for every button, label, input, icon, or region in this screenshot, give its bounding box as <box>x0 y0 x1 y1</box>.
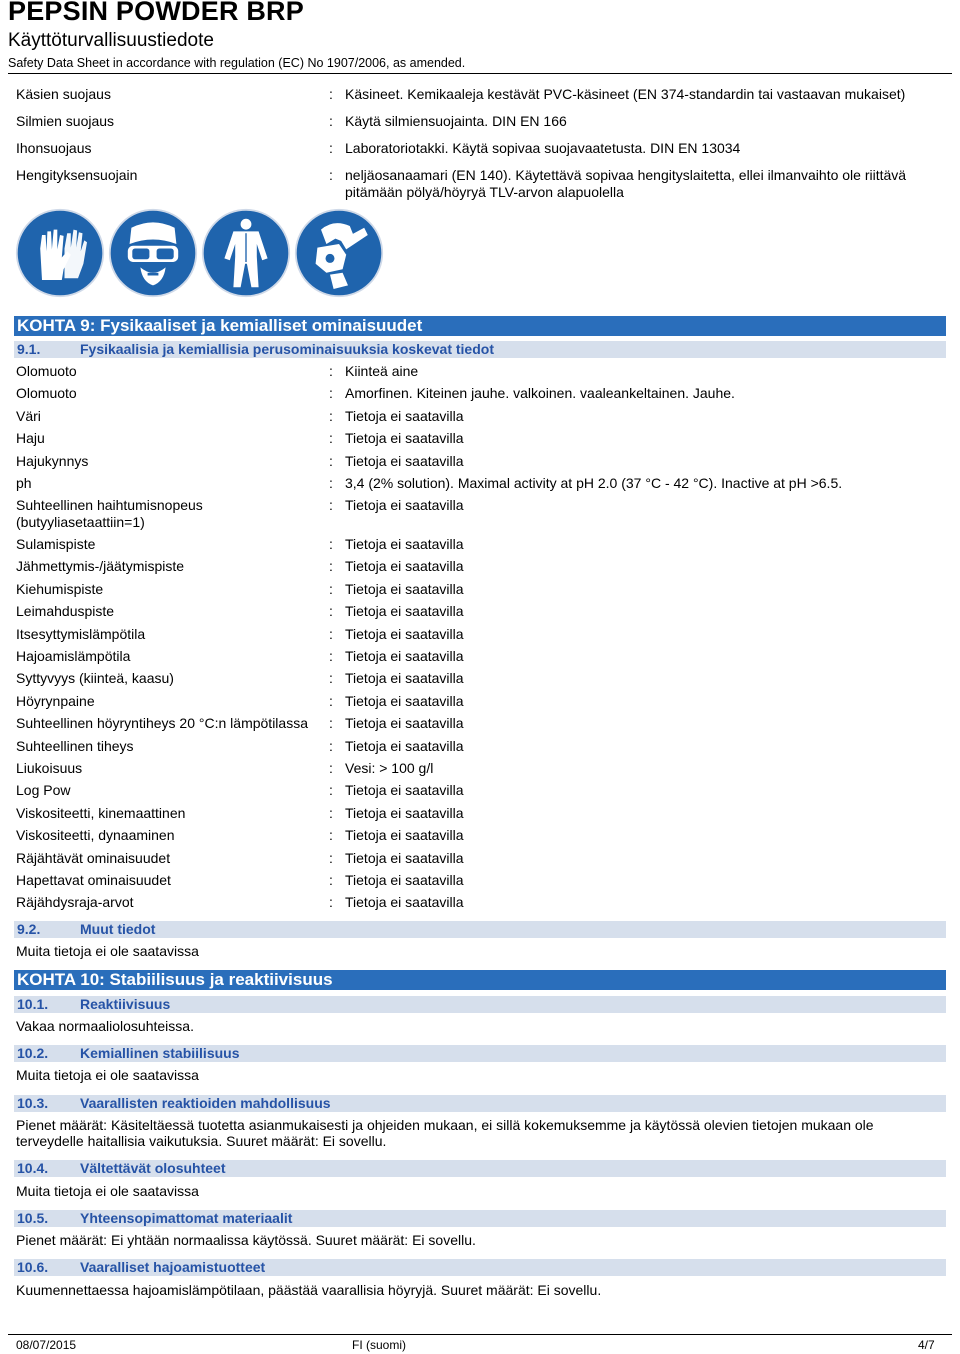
property-label: Leimahduspiste <box>16 603 115 620</box>
property-value: Tietoja ei saatavilla <box>345 737 464 754</box>
property-label: Liukoisuus <box>16 759 83 776</box>
subsection-10-4 <box>14 1160 946 1177</box>
subsection-title: Vaaralliset hajoamistuotteet <box>80 1259 266 1275</box>
subsection-title: Vaarallisten reaktioiden mahdollisuus <box>80 1095 331 1111</box>
property-value: Tietoja ei saatavilla <box>345 715 464 732</box>
subsection-10-6 <box>14 1259 946 1276</box>
property-value: Tietoja ei saatavilla <box>345 452 464 469</box>
property-label: Hajukynnys <box>16 452 89 469</box>
property-value: Tietoja ei saatavilla <box>345 871 464 888</box>
property-value: Tietoja ei saatavilla <box>345 603 464 620</box>
protection-value: Laboratoriotakki. Käytä sopivaa suojavaatetusta. DIN EN 13034 <box>345 140 741 156</box>
subsection-title: Vältettävät olosuhteet <box>80 1160 226 1176</box>
gloves-icon <box>15 208 105 298</box>
property-label: Olomuoto <box>16 363 77 379</box>
protection-label: Silmien suojaus <box>16 113 115 129</box>
property-label: Viskositeetti, kinemaattinen <box>16 804 186 821</box>
protective-suit-icon <box>201 208 291 298</box>
subsection-number: 10.5. <box>17 1210 49 1226</box>
section-10-header: KOHTA 10: Stabiilisuus ja reaktiivisuus <box>14 970 946 990</box>
protection-label: Hengityksensuojain <box>16 167 138 183</box>
property-value: Amorfinen. Kiteinen jauhe. valkoinen. vaaleankeltainen. Jauhe. <box>345 385 735 402</box>
subsection-number: 10.2. <box>17 1045 49 1061</box>
property-value: Tietoja ei saatavilla <box>345 782 464 799</box>
subsection-10-1 <box>14 996 946 1013</box>
property-label: Suhteellinen tiheys <box>16 737 134 754</box>
protection-label: Ihonsuojaus <box>16 140 92 156</box>
property-label: Itsesyttymislämpötila <box>16 625 146 642</box>
subsection-text-cont: terveydelle haitallisia vaikutuksia. Suuret määrät: Ei sovellu. <box>16 1133 387 1149</box>
property-value: Tietoja ei saatavilla <box>345 647 464 664</box>
property-label: Haju <box>16 430 45 447</box>
property-value: 3,4 (2% solution). Maximal activity at pH 2.0 (37 °C - 42 °C). Inactive at pH >6.5. <box>345 475 843 491</box>
property-value: Tietoja ei saatavilla <box>345 804 464 821</box>
property-label: Räjähdysraja-arvot <box>16 894 134 911</box>
subsection-title: Fysikaalisia ja kemiallisia perusominaisuuksia koskevat tiedot <box>80 341 494 357</box>
subsection-number: 10.4. <box>17 1160 49 1176</box>
subsection-number: 9.2. <box>17 921 41 937</box>
subsection-10-3 <box>14 1095 946 1112</box>
subsection-number: 10.3. <box>17 1095 49 1111</box>
subsection-number: 10.6. <box>17 1259 49 1275</box>
respirator-icon <box>294 208 384 298</box>
subsection-title: Reaktiivisuus <box>80 996 171 1012</box>
property-value: Tietoja ei saatavilla <box>345 430 464 447</box>
subsection-title: Yhteensopimattomat materiaalit <box>80 1210 293 1226</box>
property-label: Kiehumispiste <box>16 580 104 597</box>
subsection-text: Muita tietoja ei ole saatavissa <box>16 943 199 959</box>
subsection-title: Kemiallinen stabiilisuus <box>80 1045 240 1061</box>
header-divider <box>8 73 952 74</box>
property-value: Tietoja ei saatavilla <box>345 558 464 575</box>
protection-label: Käsien suojaus <box>16 86 111 102</box>
property-label: Hapettavat ominaisuudet <box>16 871 171 888</box>
property-label: Sulamispiste <box>16 535 96 552</box>
subsection-text: Muita tietoja ei ole saatavissa <box>16 1067 199 1083</box>
protection-value: Käsineet. Kemikaaleja kestävät PVC-käsineet (EN 374-standardin tai vastaavan mukaiset) <box>345 86 906 102</box>
property-value: Tietoja ei saatavilla <box>345 827 464 844</box>
subsection-10-2 <box>14 1045 946 1062</box>
property-label: Olomuoto <box>16 385 77 402</box>
property-value: Vesi: > 100 g/l <box>345 759 434 776</box>
subsection-9-1 <box>14 341 946 358</box>
subsection-title: Muut tiedot <box>80 921 156 937</box>
property-label: Väri <box>16 407 41 424</box>
property-value: Tietoja ei saatavilla <box>345 670 464 687</box>
protection-value: neljäosanaamari (EN 140). Käytettävä sopivaa hengityslaitetta, ellei ilmanvaihto ole riittävä <box>345 167 907 183</box>
property-label: Viskositeetti, dynaaminen <box>16 827 175 844</box>
subsection-text: Vakaa normaaliolosuhteissa. <box>16 1018 194 1034</box>
subsection-number: 10.1. <box>17 996 49 1012</box>
property-value: Tietoja ei saatavilla <box>345 692 464 709</box>
property-label: Log Pow <box>16 782 71 799</box>
property-label: Räjähtävät ominaisuudet <box>16 849 171 866</box>
property-value: Tietoja ei saatavilla <box>345 580 464 597</box>
subsection-text: Pienet määrät: Ei yhtään normaalissa käytössä. Suuret määrät: Ei sovellu. <box>16 1232 476 1248</box>
protection-value: Käytä silmiensuojainta. DIN EN 166 <box>345 113 567 129</box>
property-value: Tietoja ei saatavilla <box>345 407 464 424</box>
property-value: Tietoja ei saatavilla <box>345 535 464 552</box>
property-label: ph <box>16 475 32 491</box>
regulation-line: Safety Data Sheet in accordance with regulation (EC) No 1907/2006, as amended. <box>8 56 466 70</box>
subsection-10-5 <box>14 1210 946 1227</box>
protection-value-cont: pitämään pölyä/höyryä TLV-arvon alapuolella <box>345 184 624 200</box>
property-label-cont: (butyyliasetaattiin=1) <box>16 514 145 531</box>
property-value: Tietoja ei saatavilla <box>345 497 464 514</box>
subsection-text: Pienet määrät: Käsiteltäessä tuotetta asianmukaisesti ja ohjeiden mukaan, ei sillä kokemuksemme ja käytössä olevien tietojen mukaan ole <box>16 1117 874 1133</box>
property-label: Suhteellinen höyryntiheys 20 °C:n lämpötilassa <box>16 715 308 732</box>
property-value: Tietoja ei saatavilla <box>345 849 464 866</box>
property-label: Suhteellinen haihtumisnopeus <box>16 497 203 514</box>
property-label: Hajoamislämpötila <box>16 647 131 664</box>
footer-date: 08/07/2015 <box>16 1338 77 1352</box>
subsection-text: Kuumennettaessa hajoamislämpötilaan, päästää vaarallisia höyryjä. Suuret määrät: Ei sovellu. <box>16 1282 602 1298</box>
property-label: Höyrynpaine <box>16 692 95 709</box>
property-label: Syttyvyys (kiinteä, kaasu) <box>16 670 174 687</box>
goggles-icon <box>108 208 198 298</box>
property-value: Kiinteä aine <box>345 363 419 379</box>
footer-page: 4/7 <box>918 1338 935 1352</box>
property-value: Tietoja ei saatavilla <box>345 625 464 642</box>
subsection-number: 9.1. <box>17 341 41 357</box>
property-value: Tietoja ei saatavilla <box>345 894 464 911</box>
product-title: PEPSIN POWDER BRP <box>8 0 304 26</box>
footer-divider <box>8 1334 952 1335</box>
subsection-text: Muita tietoja ei ole saatavissa <box>16 1183 199 1199</box>
property-label: Jähmettymis-/jäätymispiste <box>16 558 185 575</box>
section-9-header: KOHTA 9: Fysikaaliset ja kemialliset ominaisuudet <box>14 316 946 336</box>
footer-language: FI (suomi) <box>352 1338 406 1352</box>
document-type: Käyttöturvallisuustiedote <box>8 30 214 51</box>
subsection-9-2 <box>14 921 946 938</box>
